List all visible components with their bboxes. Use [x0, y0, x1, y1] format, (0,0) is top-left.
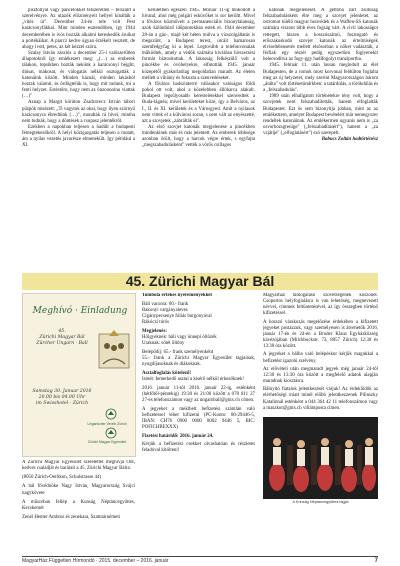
invitation-event	[27, 329, 97, 347]
paragraph: 1945. február 11. után lassan megindult az élet Budapesten, de a romok most korvonal feldúlton foglalta meg az új helyzetet, mely szerint Magyarországon három „átálta" volt történetündrkben: a tatárdúlás, a törökdúlás és a „felszabadulás".	[263, 63, 378, 94]
time-line: 20.00 bis 04.00 Uhr	[38, 395, 86, 400]
author-signature: Babucs Zoltán hadtörténész	[321, 137, 378, 143]
paragraph: kerületben egészen 1945. február 11-ig működött a hivatal, ahol még polgári esküvőket is sor kerültt. Mivel a főváros közműveit a permanenciális bizonytalanság, azok különböző időpontokban estek el. 1944 december 28-án a gáz-, majd két héten múlva a vízszolgáltatás is megszűnt, a Budapest terest, utcáit hamarosan szemfedgyfag ki a lepel. Legtovább a telefonvonalak működtek, amely a védők számára kiválóan hírszerzési formát biztosítottak. A lakosság felkészülő volt a pincékbe és óvóhelyekre, elfutották 1945. január közepétől gyakorlatilag megoldatlan maradt. Az életen mellett a víhiány és fokozta a szenvedéseket.	[142, 8, 255, 81]
invitation-line: Zürcher Ungarn - Ball	[36, 341, 88, 346]
paragraph: Szalay István zászlós a december 25-i valószerűtlen állapotokról így emlékezett meg: „(…) az emberek tálakon, tepsikben hozták nekünk a karácsonyi bejglit, diósat, mákosat, és válogatás nélkül osztogatták a katonáink között. Minden háznál, minden lakásból hoztak valamit, és ördögtelük is, hogy mit tudunk, mi a fenti helyzet. Estéstörn, hogy nem az önzoonolnu viattak (…)"	[22, 51, 135, 100]
date-line: Samstag 30. Januar 2016	[32, 389, 92, 394]
invitation-line: Zürichi Magyar Bál	[39, 335, 85, 340]
venue-line: im Swisshotel - Zürich	[35, 401, 89, 406]
paragraph: Asztalfoglalás kötelező!	[142, 370, 192, 376]
article-column-2	[142, 8, 255, 272]
paragraph: Hölgyeknek: báli vagy ünnepi öltözék	[142, 334, 217, 340]
paragraph: (8050 Zürich-Oerlikon, Schulstrasse 44)	[22, 475, 102, 481]
paragraph: 55.- frank a Zürichi Magyar Egyesület tagjainak, nyugdíjasoknak és diákoknak.	[142, 355, 255, 368]
article-column-3	[263, 8, 378, 272]
paragraph: pisztollyal vagy páncélökkel felszerelten – felszállt a szerelvényre. Az utazók előzményeit hellyel kínálták a „vitéz úr". December 24-én tele volt Pest karácsonyfákkal. Mint minden esztendőben, így 1944 decemberében is ivós hozzák alkalmi kereskedők áruikat a portékáikat. A piarcz kedve úgyan érzékelt vesztett, de ahogy ivott, petes, az két kézzel szóra.	[22, 8, 135, 50]
organizer-name-de: Ungarischer Verein Zürich	[87, 422, 127, 426]
paragraph: Bálnyitó fiatalok jelentkezését várjuk! Az érdeklődők az elérhetőségi miatt minél előbb jelentkezzenek Pilinszky Katalinnál esténként a 044 364 42 11 telefonszámon vagy a maszkot@gmx.ch villámposta címen.	[263, 387, 378, 411]
page-footer	[22, 556, 378, 566]
paragraph: Tombola értékes nyereményekkel	[142, 293, 212, 298]
paragraph: katonák megjelenését. A gettóba zárt zsidóság felszabadulásként élte meg a szovjet jelenletet, az ostromot túlélő magyar honvédek és a Waffen-SS katonák számára viszont több éves fogság várt. A civil lakosságot rettegett, hiszen a hosszúszámú, fosztogató és erőszakoskodó szovjet katonák az értelmiségek elviseltélensetés mellett elsősorban a nőket vadászták, a férfiak egy részét pedig egyszerűen foglyenekit belecsodítva az fogy-ggy hadifogolyt tranziportba.	[263, 8, 378, 63]
paragraph: Uraknak: sötét öltöny	[142, 341, 185, 347]
paragraph: Zenél Henter Ambrus és zenekara, Szatmárnémeti	[22, 515, 121, 521]
paragraph: 2016. január 11-től 2016. január 22-ig, esténként (hétfőtől-péntekig) 19:30 és 21:00 között a 078 811 27 27-es telefonszámon vagy az ungarnball@gmx.ch címen.	[142, 385, 255, 403]
paragraph: Báli vacsora: 60.- frank	[142, 301, 189, 307]
article-column-1	[22, 8, 135, 272]
paragraph: Cigánypecsenye fóliás burgonyával	[142, 313, 212, 319]
paragraph: Az első szovjet katonák megjelenése a pincékben mindenkinek más és más jelentett. Az emberek többsége azonban örült, hogy a harcok végre értek, s egyfajta „megszabadulásként" vették a vörös csillagos	[142, 124, 255, 149]
paragraph: Fizetési határidő: 2016. január 24.	[142, 433, 214, 439]
paragraph: Belépődíj: 65.- frank személyenként	[142, 349, 214, 355]
paragraph: Bakonyi vargányaleves	[142, 307, 188, 313]
paragraph: A bál fővédnöke Nagy István, Magyarország Svájci nagykövete	[22, 484, 135, 496]
photo-caption: A Kunság Néptáncegyüttes tagjai	[292, 500, 349, 504]
dance-group-photo	[263, 417, 378, 499]
association-logo-icon	[105, 408, 117, 420]
paragraph: Ismét: Iemerkedő asztal a kisérő nélkül érkezőknek!	[142, 376, 245, 382]
invitation-line: 45.	[58, 329, 66, 334]
invitation-card	[22, 293, 136, 457]
paragraph: Aznap a Margit körúton Zsadravecz István tábori püspök misézett: „Ti vagytok az okai, hogy ilyen szörnyű karácsonyra ébredtünk (…)", mondták rá hívei, mintha nem tudnák, hogy a döntések a csupasz jelentékről.	[22, 100, 135, 124]
paragraph: A jegyeket a bálba való belépéskor kérjük magukkal a befizetést igazoló szelvény.	[263, 352, 378, 364]
association-logo-icon	[105, 427, 117, 439]
ball-details-left	[22, 460, 135, 550]
paragraph: A műsorban fellép a Kunság Néptáncegyüttes, Kecskemét	[22, 499, 135, 511]
ball-details-middle	[142, 293, 255, 553]
paragraph: Magyarház támogatású szövetségének köszönet. Csoportos helyfoglalásra is van lehetőség, megnevezett névvel, címmek feltüntetésével, az így összegben történő kifizetéssel.	[263, 293, 378, 317]
paragraph: 1989 után elhallgatott történetekre tény volt, hogy a szovjetek nem felszabadították, hanem elfoglalták Budapestet. Ezt ös sem bizonyítja jobban, mint az az emlékeztem, amelyet Budapest bevételért már nemegyszer rendeltek katonáinak. Az emlékermen ugyanis nem is „za osvorbozsgrenige" („felszabadításért"), hanem a „za vzjátije" („elfoglalásért") szó szerepelt.	[263, 94, 378, 137]
paragraph: A főváros hadszínterré válásakor valóságos földi pokol ott volt, ahol a közelebben állóbarca alakult. Budapest legsúlyosabb keresteletekkel szenvedtek a Buda-lágnéa; mivel kerületeket közé, így a Belváros, az I., II. és XI. kerületek és a Városgyed. Amit a nyilasok nem vittek el a külvárosi soran, s nem vált az enyészetté, azt a szovjetek „zabrálták el".	[142, 81, 255, 124]
paragraph: Ezekben a napokban teljesen a hadült a budapesti fémegtekezőkről. A helyi közigazgatás teljesen a mutatt, ám a nyilas vezetés javarésze elmenekült. Igy pétidául a XI.	[22, 124, 135, 149]
organizer-name-hu: Zürichi Magyar Egyesület	[87, 440, 127, 444]
page-number: 7	[374, 558, 378, 564]
ball-banner-title: 45. Zürichi Magyar Bál	[22, 273, 378, 290]
invitation-title: Meghívó · Einladung	[32, 306, 128, 316]
dancers-image	[263, 417, 378, 499]
paragraph: A jegyeket a meklhelt befizetési számlán való befizetéssel lehet kifizetni (PC-Konto: 80-29446-5, IBAN: CH76 0900 0000 8002 9446 5, BIC: POFICHBEXXX)	[142, 406, 255, 430]
footer-publication: MagyarHáz Független Hírmondó · 2015. december – 2016. január	[22, 558, 169, 564]
crest-icon	[97, 326, 131, 372]
paragraph: Az elővételi után megmaradt jegyek még január 24-től 12:30 és 13:30 óra között a megfelelő adatok alapján maradnak kiosztásra.	[263, 366, 378, 385]
ball-details-right	[263, 293, 378, 416]
invitation-date	[27, 389, 97, 407]
paragraph: Megjelenés:	[142, 328, 167, 334]
paragraph: Kérjük a befizetési csekket olvashatóan és részletes feladóval kitölteni!	[142, 442, 255, 454]
paragraph: A hosszú várakozás megelőzése érdekében a kifizetett jegyeket postázzuk, vagy személyesen is átvehetők 2016. január 17-én és 24-én a Bruder Klaus Egyházközség kávézójában (Milchbuckstr. 73, 8057 Zürich) 12:30 és 13:30 óra között.	[263, 319, 378, 350]
paragraph: A Zürichi Magyar Egyesület szeretettel meghívja Önt, kedves családját és barátait a 45. Zürichi Magyar Bálra.	[22, 460, 135, 472]
paragraph: Rákóczi túrós	[142, 320, 170, 326]
